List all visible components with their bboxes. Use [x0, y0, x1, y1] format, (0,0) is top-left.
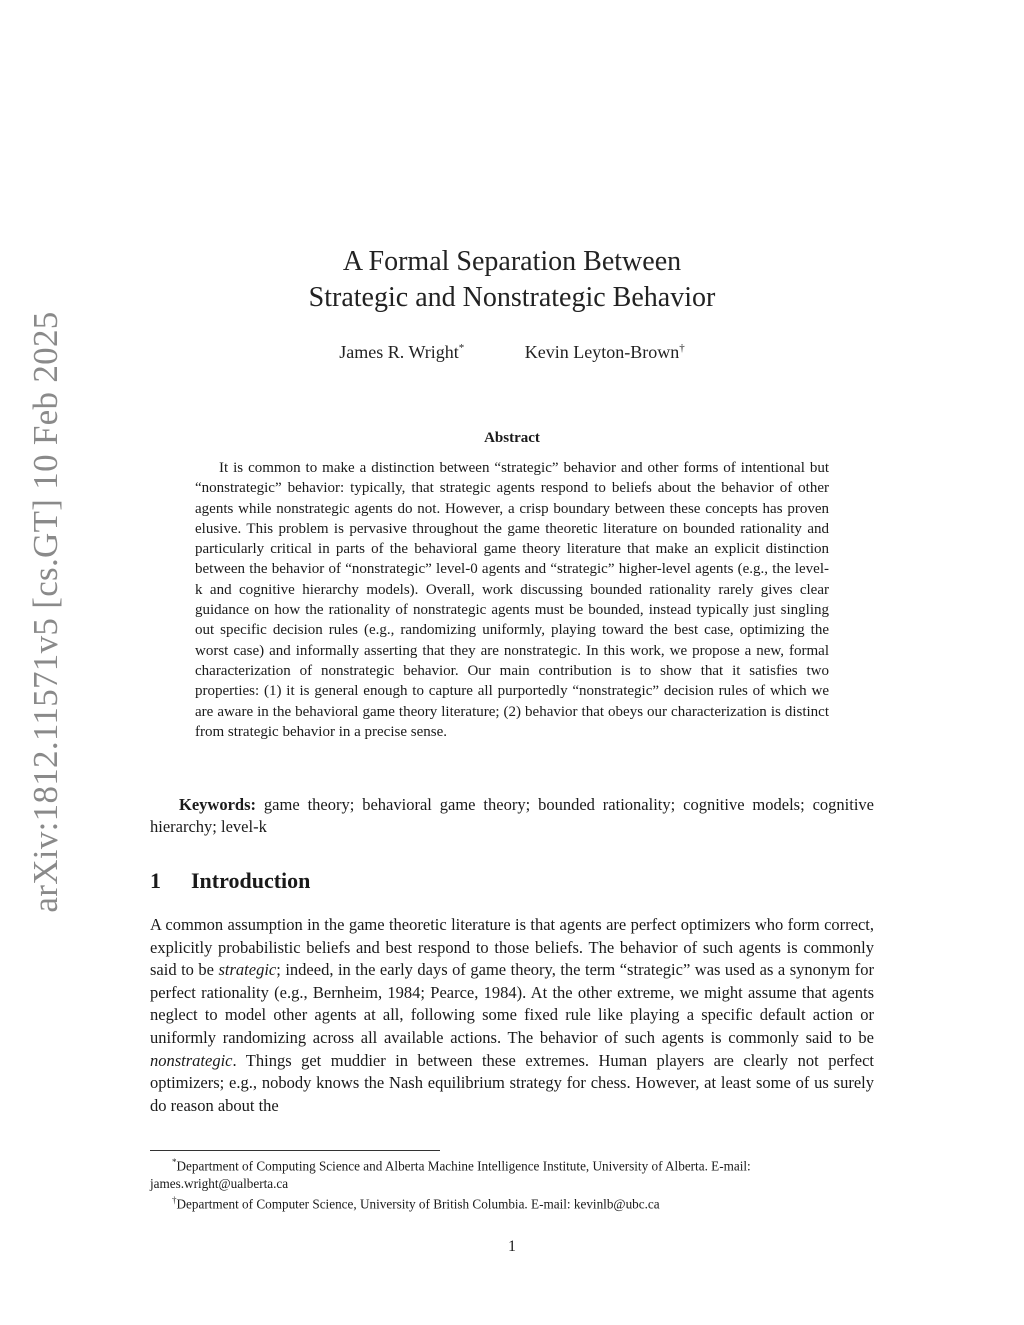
author-name: James R. Wright — [339, 342, 459, 362]
author-wright — [339, 342, 464, 363]
footnotes — [150, 1154, 874, 1213]
keywords-label: Keywords: — [179, 795, 256, 814]
footnote-wright — [150, 1154, 874, 1192]
author-footnote-mark: † — [679, 342, 685, 354]
intro-text: ; indeed, in the early days of game theory, the term “strategic” was used as a synonym for perfect rationality (e.g., Bernheim, 1984; Pearce, 1984). At the other extreme, we might assume that agents neglect to model other agents at all, following some fixed rule like playing a specific default action or uniformly randomizing across all available actions. The behavior of such agents is commonly said to be — [150, 960, 874, 1047]
footnote-text: Department of Computer Science, University of British Columbia. E-mail: kevinlb@ubc.ca — [176, 1196, 660, 1212]
keywords-list: game theory; behavioral game theory; bounded rationality; cognitive models; cognitive hierarchy; level-k — [150, 795, 874, 836]
keywords-paragraph — [150, 794, 874, 838]
section-number: 1 — [150, 868, 161, 893]
intro-text: . Things get muddier in between these extremes. Human players are clearly not perfect optimizers; e.g., nobody knows the Nash equilibrium strategy for chess. However, at least some of us surely do reason about the — [150, 1050, 874, 1115]
footnote-mark: † — [172, 1195, 177, 1206]
intro-emphasis-strategic: strategic — [218, 960, 277, 980]
arxiv-identifier-stamp: arXiv:1812.11571v5 [cs.GT] 10 Feb 2025 — [26, 311, 65, 913]
section-title: Introduction — [191, 868, 311, 893]
introduction-paragraph — [150, 914, 874, 1117]
abstract-heading: Abstract — [484, 430, 540, 446]
section-heading-introduction — [150, 868, 310, 894]
intro-text: A common assumption in the game theoretic literature is that agents are perfect optimizers who form correct, explicitly probabilistic beliefs and best respond to those beliefs. The behavior of such agents is commonly said to be — [150, 915, 874, 980]
title-line-1: A Formal Separation Between — [342, 246, 682, 277]
footnote-divider — [150, 1150, 440, 1151]
author-leyton-brown — [525, 342, 685, 363]
author-list — [200, 342, 824, 363]
abstract-body: It is common to make a distinction between “strategic” behavior and other forms of intentional but “nonstrategic” behavior: typically, that strategic agents respond to beliefs about the behavior of other agents while nonstrategic agents do not. However, a crisp boundary between these concepts has proven elusive. This problem is pervasive throughout the game theoretic literature on bounded rationality and particularly critical in parts of the behavioral game theory literature that make an explicit distinction between the behavior of “nonstrategic” level-0 agents and “strategic” higher-level agents (e.g., the level-k and cognitive hierarchy models). Overall, work discussing bounded rationality rarely gives clear guidance on how the rationality of nonstrategic agents must be bounded, instead typically just singling out specific decision rules (e.g., randomizing uniformly, playing toward the best case, optimizing the worst case) and informally asserting that they are nonstrategic. In this work, we propose a new, formal characterization of nonstrategic behavior. Our main contribution is to show that it satisfies two properties: (1) it is general enough to capture all purportedly “nonstrategic” decision rules of which we are aware in the behavioral game theory literature; (2) behavior that obeys our characterization is distinct from strategic behavior in a precise sense. — [195, 460, 829, 740]
page-number: 1 — [508, 1238, 516, 1255]
footnote-leyton-brown — [150, 1192, 874, 1213]
footnote-text: Department of Computing Science and Alberta Machine Intelligence Institute, University of Alberta. E-mail: james.wright@ualberta.ca — [150, 1158, 751, 1191]
intro-emphasis-nonstrategic: nonstrategic — [150, 1050, 233, 1070]
paper-title — [200, 244, 824, 316]
author-footnote-mark: * — [458, 342, 465, 354]
footnote-mark: * — [172, 1157, 177, 1167]
author-name: Kevin Leyton-Brown — [524, 342, 680, 362]
title-line-2: Strategic and Nonstrategic Behavior — [308, 282, 716, 313]
